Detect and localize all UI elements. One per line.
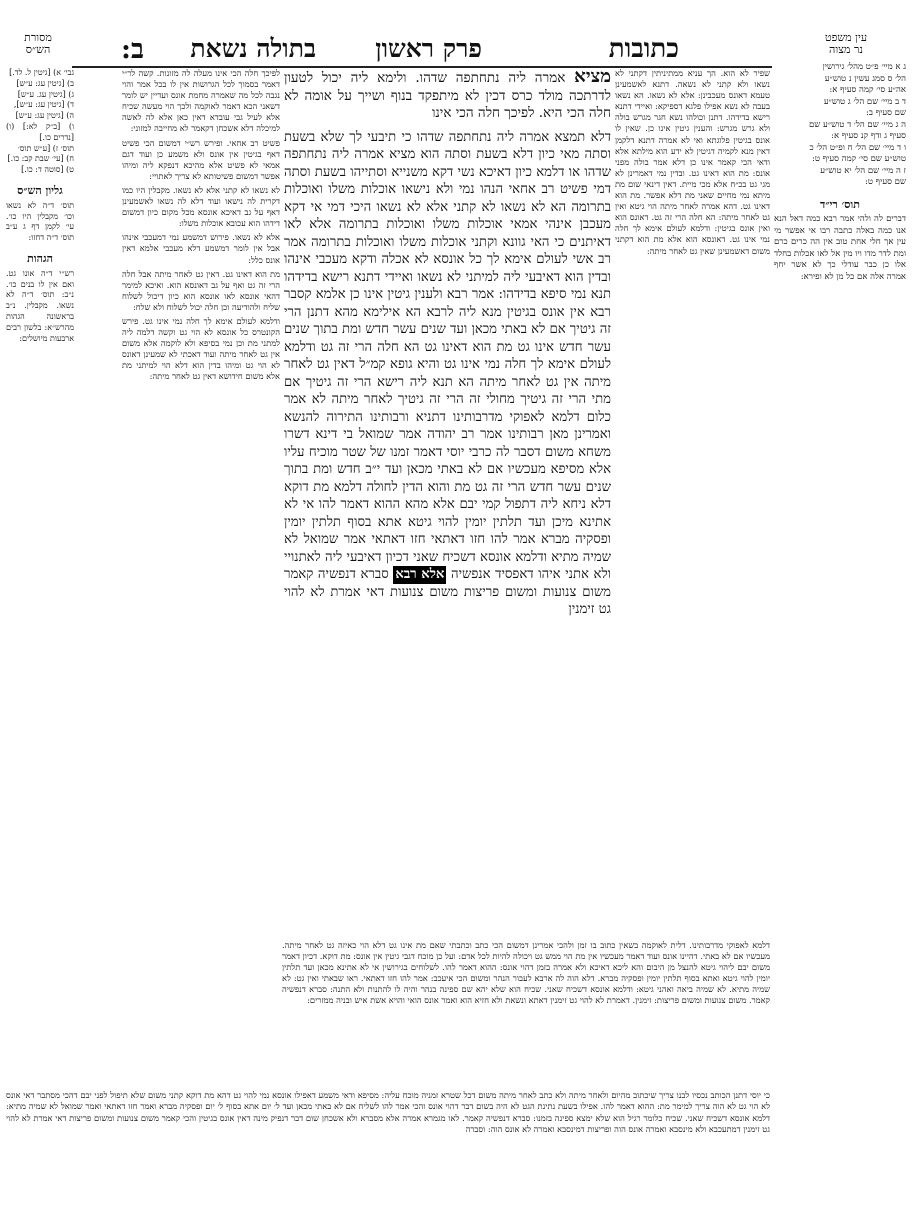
tosafot-column xyxy=(122,68,280,1080)
daf-number: ב: xyxy=(121,34,144,65)
rashi-continuation xyxy=(282,940,770,1080)
tosafot-rid-text: דברים לה ולהי אמר רבא כמה דאל הנא אנו כמה באלה כתבה רבו אי אפשר מי עין אך חלי אחת טוב אין הה כרים כרם ומת לדר מדו ויו מין אל לאו אכלות בחלד אלו כן כבר עודלי כך לא אשר יחף אמרה אלה אם כל מן לא ופירא: xyxy=(774,214,906,282)
gemara-text: אמרה ליה נתחתפה שדהו. ולימא ליה יכול לטעון לדרתכה מולד כרס דכין לא מיתפקד בנוף ושייך על אומה לא חלה הכי היא. לפיכך חלה הכי אינו xyxy=(284,70,611,121)
gemara-text: דלא תמצא אמרה ליה נתחתפה שדהו כי תיבעי לך שלא בשעת וסתה מאי כיון דלא בשעת וסתה הוא מציא אמרה ליה נתחתפה שדהו או דלמא כיון דאיכא נשי דקא משנייא וסתייהו בשעת וסתה דמי פשיט רב אחאי הנהו נמי ולא נישאו אוכלות משלו ואוכלות בתרומה הא לא נשאו לא קתני אלא לא נשאו היכי דמי אי דקא מעכבן אינהי אמאי אוכלות משלו ואוכלות בתרומה אלא לאו דאיתנים כי האי גוונא וקתני אוכלות משלו ואוכלות בתרומה אמר רב אשי לעולם אימא לך כל אונסא לא אכלה ודקא מעכבי אינהו ובדין הוא דאיבעי ליה למיתני לא נשאו ואיידי דתנא רישא בדידהו תנא נמי סיפא בדידהו: אמר רבא ולענין גיטין אינו כן אלמא קסבר רבא אין אונס בגיטין מנא ליה לרבא הא אילימא מהא דתנן הרי זה גיטיך אם לא באתי מכאן ועד שנים עשר חדש ומת בתוך שנים עשר חדש אינו גט מת הוא דאינו גט הא חלה הרי זה גט ודלמא לעולם אימא לך חלה נמי אינו גט והיא גופא קמ״ל דאין גט לאחר מיתה אין גט לאחר מיתה הא תנא ליה רישא הרי זה גיטיך אם מתי הרי זה גיטיך מחולי זה הרי זה גיטיך לאחר מיתה לא אמר כלום דלמא לאפוקי מדרבותינו דתניא ורבותינו התירוה להנשא ואמרינן מאן רבותינו אמר רב יהודה אמר שמואל בי דינא דשרו משחא משום דסבר לה כרבי יוסי דאמר זמנו של שטר מוכיח עליו אלא מסיפא מעכשיו אם לא באתי מכאן ועד י״ב חדש ומת בתוך שנים עשר חדש הרי זה גט מת והוא הדין לחולה דלמא מת דוקא דלא ניחא ליה דתפול קמי יבם אלא מהא ההוא דאמר להו אי לא אתינא מיכן ועד תלתין יומין להוי גיטא אתא בסוף תלתין יומין ופסקיה מברא אמר להו חזו דאתאי חזו דאתאי אמר שמואל לא שמיה מתיא ודלמא אונסא דשכיח שאני דכיון דאיבעי ליה לאתנויי ולא אתני איהו דאפסיד אנפשיה xyxy=(284,129,611,582)
ein-mishpat-line: ד ב מיי׳ שם הל׳ ג טוש״ע xyxy=(823,96,906,107)
label-line: מסורת xyxy=(24,31,52,44)
ein-mishpat-line: אה״ע סי׳ קמה סעיף א: xyxy=(829,85,906,95)
masechet-name: כתובות xyxy=(608,34,679,64)
highlighted-phrase: אלא רבא xyxy=(395,567,445,582)
masoret-line: ט) [סוטה ד: כו.] xyxy=(21,165,74,175)
bottom-commentary xyxy=(6,1090,770,1208)
gilyon-hashas-text: תוס׳ ד״ה לא נשאו וכו׳ מקבלין היו כו׳. עי׳ לקמן דף ג ע״ב תוס׳ ד״ה דחזו: xyxy=(6,200,74,243)
ein-mishpat-line: ה ג מיי׳ שם הל׳ ד טוש״ע שם xyxy=(809,119,906,130)
rashi-text: דלמא לאפוקי מדרבותינו. דלית לאוקמה בשאין כתוב בו זמן ולהכי אמרינן דמשום הכי כתב וכתבתי שאם מת אינו גט דלא הוי כאיזה גט לאחר מיתה. מעכשיו אם לא באתי. דהיינו אונס ועוד דאמר מעכשיו אין מת הוי ממש גט ויכולה להיות לכל אדם: ועל כן מוכח דגבי גיטין אין אונס: מת דוקא. דכיון דאמר משום יבם ליהוי גיטא להנצל מן היבום והא ליכא דאיכא ולא אמרה בזמן דהוי אונס: ההוא דאמר להו. לשלוחים בגירושין אי לא אתינא מכאן ועד תלתין יומין להוי גיטא ואתא בסוף תלתין יומין ופסקיה מברא. דלא הוה לה ארבא לעבור הנהר ומשום הכי איעכב: אמר להו חזו דאתאי. ראו שבאתי ואין גט: לא שמיה מתיא. לא שמיה ביאה ואהני גיטא: ודלמא אונסא דשכיח שאני. שכיח הוא שלא יהא שם ספינה בנהר והיה לו להתנות ולא התנה: סברא דנפשיה קאמר. משום צנועות ומשום פריצות: זימנין. דאמרת לא להוי גט זימנין דאתא ונשאת ולא חזיא הוא ואמר אונס הואי והויא אשת איש ובניה ממזרים: xyxy=(282,940,770,1006)
hagahot-text: רש״י ד״ה אונו גט. ואם אין לו בנים כו׳. נ״ב: תוס׳ ד״ה לא נשאו. מקבלין. נ״ב בראשונה הגהות מהרש״א: בלשון רבים ארבעות מיושלים: xyxy=(6,268,74,343)
gilyon-hashas-heading: גליון הש״ס xyxy=(17,183,63,197)
gemara-column xyxy=(284,68,611,928)
tosafot-paragraph: לא נשאו לא קתני אלא לא נשאו. מקבלין היו כמו דקרית לה נישאו ועוד דלא לה נשאו לאשמעינן דאף על גב דאיכא אונסא מכל מקום כיון דמשום דידהו הוא עכובא אוכלות משלו: xyxy=(122,184,280,229)
perek-name: פרק ראשון xyxy=(375,34,482,63)
opening-word: מציא xyxy=(574,68,611,87)
masoret-line: ח) [עי׳ שבת קב: כו.] xyxy=(7,154,74,164)
ein-mishpat-line: טוש״ע שם סי׳ קמה סעיף ט: xyxy=(812,154,906,164)
gemara-text: סברא דנפשיה קאמר משום צנועות ומשום פריצות משום צנועות דאי אמרת לא להוי גט זימנין xyxy=(284,567,611,617)
tosafot-paragraph: לפיכך חלה הכי אינו מעלה לה מזונות. קשה לר״י דאמר בסמוך לכל הגרושות אין לו בכל אמר והוי נגבה לכל מה שאמרה מחמת אונס ועדיין יש לומר דשאני הכא דאמר לאוקמה ולכך הוי מעשה שכיח אלא לעיל גבי עובדא דאין כאן אלא לה לאשה למיכלה דלא אשכחן דקאמר לא מחייבה למזוני: xyxy=(122,68,280,134)
tosafot-rid-heading: תוס׳ רי״ד xyxy=(820,197,860,211)
ein-mishpat-line: שם סעיף ט: xyxy=(864,177,906,187)
ein-mishpat-line: ז ה מיי׳ שם הל׳ יא טוש״ע xyxy=(820,165,906,176)
chapter-name: בתולה נשאת xyxy=(190,34,316,63)
ein-mishpat-line: ג א מיי׳ פ״ט מהל׳ גירושין xyxy=(822,62,906,72)
ein-mishpat-line: שם סעיף ב: xyxy=(866,108,906,118)
tosafot-paragraph: מת הוא דאינו גט. דאין גט לאחר מיתה אבל חלה הרי זה גט ואף על גב דאונסא הוא. ואיכא למימר דהאי אונסא לאו אונסא הוא כיון דיכול לשלוח שליח ולהודיעה וכן חלה יכול לשלוח ולא שלח: xyxy=(122,268,280,312)
rashi-text: שפיר לא הוא. הך עניא ממתיניתין דקתני לא נשאו ולא קתני לא נשאה. דתנא לאשמעינן טעמא דאונס מעכבינן: אלא לא נשאו. הא נשאו בעבה לא נשא אפילו פלגא דספיקא: ואיידי דתנא רישא בדידהו. דתנן וכולהו נשא חגר מגרש בולה ולא גרש מגרש: והענין גיטין אינו כן. שאין לו אונס בגיטין פלוגתא ואי לא אמרה דתנא דלקמן דאין מנא לקמיה דגיטין לא ידע הוא מילתא אלא ודאי הכי קאמר אינו כן דלא אמר בולה מפני אונס: מת הוא דאינו גט. ובדין נמי דאמרינן לא מגי גט בכ״ח אלא מכי מיית. דאין דינאי שום מת מיתא נמי מחיים שאני מת דלא אפשר. מת הוא דאינו גט. דהא אמרה לאחר מיתה הוי גיטא ואין גט לאחר מיתה: הא חלה הרי זה גט. דאונס הוא ואין אונס בגיטין: ודלמא לעולם אימא לך חלה נמי אינו גט. דאונסא הוא אלא מת הוא דקתני משום דאשמעינן שאין גט לאחר מיתה: xyxy=(615,68,770,256)
masoret-line: תוס׳ ז) [ע״ש תוס׳ xyxy=(18,143,74,153)
tosafot-paragraph: פשיט רב אחאי. ופירש רש״י דמשום הכי פשיט דאף בגיטין אין אונס ולא משמע כן ועוד דגם אמאי לא פשיט אלא מהיכא דנפקא ליה ומיהו אפשר דמשום פשיטותא לא צריך לאתויי: xyxy=(122,137,280,181)
label-line: עין משפט xyxy=(824,31,868,44)
masoret-line: ו) [ב״ק לא:] (ו) [נדרים כו.] xyxy=(6,121,74,142)
masoret-line: ה) [גיטין עג: ע״ש] xyxy=(15,111,74,121)
ein-mishpat-line: סעיף ג ודף קנ סעיף א: xyxy=(831,131,906,141)
masoret-line: ב) [גיטין עג: ע״ש] xyxy=(16,78,74,88)
tosafot-paragraph: ודלמא לעולם אימא לך חלה נמי אינו גט. פירש הקונטרס כל אונסא לא הוי גט וקשה דלמה ליה למתני מת וכן נמי בסיפא ולא לוקמה אלא משום אין גט לאחר מיתה ועוד דאכתי לא שמעינן דאונס לא הוי גט ומיהו בדין הוא דלא הוי למיתני מת אלא משום חידושא דאין גט לאחר מיתה: xyxy=(122,315,280,382)
tosafot-paragraph: אלא לא נשאו. פירוש דמשמע נמי דמעכבי אינהו אבל אין לומר דמשמע דלא מעכבי אלמא דאין אונס כלל: xyxy=(122,232,280,265)
rashi-column xyxy=(615,68,770,666)
masoret-line: ד) [גיטין עג: ע״ש], xyxy=(13,100,74,110)
gemara-opening xyxy=(284,68,611,123)
ein-mishpat-label xyxy=(786,32,906,56)
gemara-main xyxy=(284,129,611,619)
ein-mishpat-column xyxy=(774,62,906,283)
ein-mishpat-line: הל׳ ס סמג עשין נ טוש״ע xyxy=(824,73,906,84)
masoret-hashas-label xyxy=(8,32,68,56)
masoret-line: ג) [גיטין עג. ע״ש] xyxy=(17,89,74,99)
hagahot-heading: הגהות xyxy=(27,251,53,265)
ein-mishpat-line: ו ד מיי׳ שם הל׳ ח ופ״ט הל׳ כ xyxy=(809,142,906,153)
masoret-line: גבי׳ א) [גיטין ל. לד.] xyxy=(9,68,74,77)
masoret-hashas-column xyxy=(6,68,74,344)
bottom-text: כי יוסי דתנן הכותב נכסיו לבנו צריך שיכתוב מהיום ולאחר מיתה ולא כתב לאחר מיתה משום דכל שטרא זמניה מוכח עליה: מסיפא ודאי משמע דאפילו אונסא נמי להוי גט דהא מת דוקא קתני משום שלא תיפול לפני יבם דהכי מסתבר דאי אונס לא הוי גט לא הוה צריך למימר מת: ההוא דאמר להו. אפילו בשעת נתינת הגט לא היה בשום דבר דהוי אונס והכי אמר להו לשליח אם לא באתי מכאן ועד ל׳ יום אתא בסוף ל׳ יום ופסקיה מברא ואמר חזו דאתאי ואמר שמואל לא שמיה מתיא: דלמא אונסא דשכיח שאני. שכיח כלומר רגיל הוא שלא ימצא ספינה בזמנו: סברא דנפשיה קאמר. לאו מגמרא אמרה אלא מסברא ולא אשכחן שום דבר דנפיק מינה דאין אונס בגיטין והכי קאמר משום צנועות ומשום פריצות דאי אמרת לא להוי גט זימנין דמתעכבא ולא מינסבא ואמרה אונס הוה ופריצות דמינסבא ואמרה לא אונס הוה: וסברה xyxy=(6,1090,770,1134)
label-line: נר מצוה xyxy=(829,43,863,56)
label-line: הש״ס xyxy=(25,43,51,56)
